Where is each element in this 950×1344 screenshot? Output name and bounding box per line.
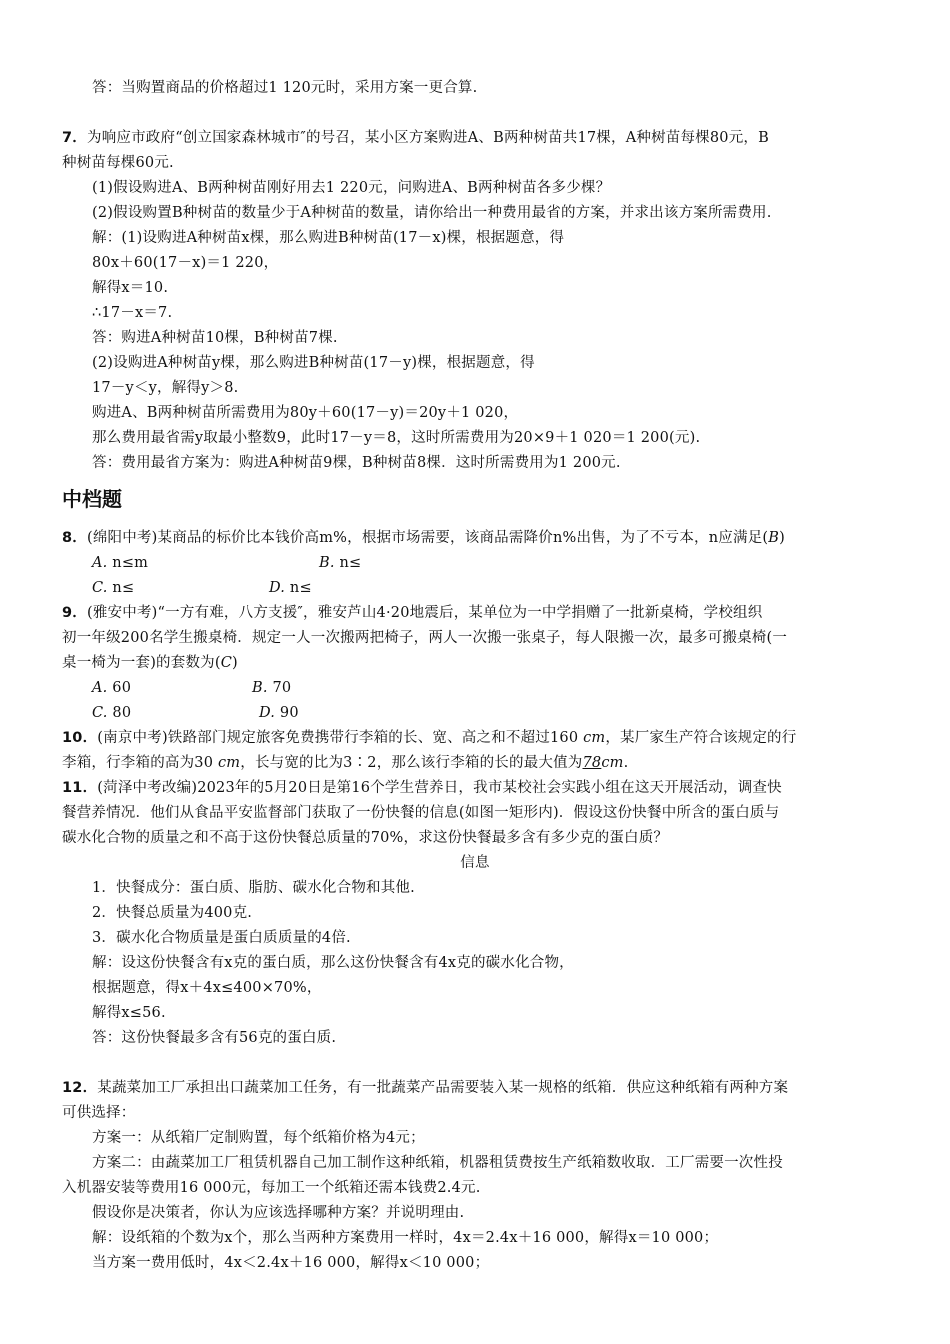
question-number: 10．: [62, 730, 98, 746]
question-11-line-3: 碳水化合物的质量之和不高于这份快餐总质量的70%，求这份快餐最多含有多少克的蛋白质？: [62, 830, 669, 846]
option-letter: A.: [92, 555, 108, 571]
question-7-part-1: (1)假设购进A、B两种树苗刚好用去1 220元，问购进A、B两种树苗各多少棵？: [92, 180, 611, 196]
option-letter: B.: [319, 555, 335, 571]
solution-line: 答：购进A种树苗10棵，B种树苗7棵.: [92, 330, 338, 346]
question-9-line-2: 初一年级200名学生搬桌椅．规定一人一次搬两把椅子，两人一次搬一张桌子，每人限搬一次，最多可搬桌椅(一: [62, 630, 788, 646]
question-number: 7．: [62, 130, 87, 146]
answer-choice: C: [220, 655, 233, 671]
question-text: 李箱，行李箱的高为30: [62, 755, 218, 771]
answer-choice: B: [768, 530, 780, 546]
option-letter: C.: [92, 580, 108, 596]
question-number: 12．: [62, 1080, 98, 1096]
question-text: (雅安中考)“一方有难，八方支援″，雅安芦山4·20地震后，某单位为一中学捐赠了一批新桌椅，学校组织: [87, 605, 763, 621]
option-text: 70: [267, 680, 292, 696]
option-letter: D.: [269, 580, 286, 596]
unit: cm: [217, 755, 241, 771]
question-prompt: 假设你是决策者，你认为应该选择哪种方案？并说明理由.: [92, 1205, 465, 1221]
question-text: ，某厂家生产符合该规定的行: [605, 730, 797, 746]
option-b: [252, 678, 291, 698]
options-row: [92, 678, 291, 698]
fill-in-answer: 78: [582, 755, 602, 771]
question-7-part-2: (2)假设购置B种树苗的数量少于A种树苗的数量，请你给出一种费用最省的方案，并求出该方案所需费用.: [92, 205, 772, 221]
question-text: 为响应市政府“创立国家森林城市″的号召，某小区方案购进A、B两种树苗共17棵，A种树苗每棵80元，B: [87, 130, 769, 146]
paren: ): [779, 530, 785, 546]
option-d: [269, 578, 312, 598]
option-letter: D.: [259, 705, 276, 721]
paren: ): [232, 655, 238, 671]
question-number: 9．: [62, 605, 87, 621]
info-item: 3．碳水化合物质量是蛋白质质量的4倍.: [92, 930, 351, 946]
option-c: [92, 578, 269, 598]
solution-line: 那么费用最省需y取最小整数9，此时17－y＝8，这时所需费用为20×9＋1 020＝1 200(元).: [92, 430, 701, 446]
solution-line: 解：设纸箱的个数为x个，那么当两种方案费用一样时，4x＝2.4x＋16 000，解得x＝10 000；: [92, 1230, 719, 1246]
question-11-line-2: 餐营养情况．他们从食品平安监督部门获取了一份快餐的信息(如图一矩形内)．假设这份快餐中所含的蛋白质与: [62, 805, 780, 821]
solution-line: 解：设这份快餐含有x克的蛋白质，那么这份快餐含有4x克的碳水化合物，: [92, 955, 574, 971]
option-text: 60: [107, 680, 132, 696]
option-text: n≤: [285, 580, 312, 596]
question-text: ，长与宽的比为3∶2，那么该行李箱的长的最大值为: [240, 755, 583, 771]
period: .: [623, 755, 629, 771]
solution-line: 解得x≤56.: [92, 1005, 166, 1021]
solution-line: (2)设购进A种树苗y棵，那么购进B种树苗(17－y)棵，根据题意，得: [92, 355, 535, 371]
question-number: 8．: [62, 530, 87, 546]
solution-line: 当方案一费用低时，4x＜2.4x＋16 000，解得x＜10 000；: [92, 1255, 490, 1271]
option-text: 90: [275, 705, 299, 721]
question-text: 桌一椅为一套)的套数为(: [62, 655, 221, 671]
unit: cm: [601, 755, 624, 771]
question-10-line-1: [62, 728, 796, 748]
option-a: [92, 678, 252, 698]
solution-line: 解得x＝10.: [92, 280, 169, 296]
question-10-line-2: [62, 753, 628, 773]
section-heading: 中档题: [62, 487, 122, 511]
answer-line: 答：当购置商品的价格超过1 120元时，采用方案一更合算.: [92, 80, 478, 96]
options-row: [92, 578, 312, 598]
question-number: 11．: [62, 780, 98, 796]
option-c: [92, 703, 259, 723]
option-text: n≤: [107, 580, 135, 596]
question-8: [62, 528, 785, 548]
plan-two-cont: 入机器安装等费用16 000元，每加工一个纸箱还需本钱费2.4元.: [62, 1180, 481, 1196]
option-letter: A.: [92, 680, 108, 696]
solution-line: 解：(1)设购进A种树苗x棵，那么购进B种树苗(17－x)棵，根据题意，得: [92, 230, 565, 246]
question-9-line-3: [62, 653, 238, 673]
unit: cm: [583, 730, 606, 746]
option-letter: B.: [252, 680, 268, 696]
option-a: [92, 553, 319, 573]
info-item: 1．快餐成分：蛋白质、脂肪、碳水化合物和其他.: [92, 880, 415, 896]
options-row: [92, 553, 361, 573]
plan-two: 方案二：由蔬菜加工厂租赁机器自己加工制作这种纸箱，机器租赁费按生产纸箱数收取．工厂需要一次性投: [92, 1155, 783, 1171]
question-12-line-1: [62, 1078, 788, 1098]
solution-line: 80x＋60(17－x)＝1 220，: [92, 255, 279, 271]
option-text: 80: [107, 705, 132, 721]
question-text: (菏泽中考改编)2023年的5月20日是第16个学生营养日，我市某校社会实践小组在这天开展活动，调查快: [97, 780, 782, 796]
question-7-line-2: 种树苗每棵60元.: [62, 155, 174, 171]
option-letter: C.: [92, 705, 108, 721]
solution-line: 答：这份快餐最多含有56克的蛋白质.: [92, 1030, 337, 1046]
solution-line: 根据题意，得x＋4x≤400×70%，: [92, 980, 322, 996]
option-d: [259, 703, 299, 723]
info-title: 信息: [460, 855, 490, 871]
options-row: [92, 703, 299, 723]
question-12-line-2: 可供选择：: [62, 1105, 136, 1121]
option-b: [319, 553, 361, 573]
plan-one: 方案一：从纸箱厂定制购置，每个纸箱价格为4元；: [92, 1130, 425, 1146]
question-7-line-1: [62, 128, 769, 148]
question-9-line-1: [62, 603, 762, 623]
solution-line: ∴17－x＝7.: [92, 305, 173, 321]
solution-line: 17－y＜y，解得y＞8.: [92, 380, 239, 396]
question-11-line-1: [62, 778, 782, 798]
question-text: (南京中考)铁路部门规定旅客免费携带行李箱的长、宽、高之和不超过160: [97, 730, 584, 746]
question-text: (绵阳中考)某商品的标价比本钱价高m%，根据市场需要，该商品需降价n%出售，为了不亏本，n应满足(: [87, 530, 769, 546]
question-text: 某蔬菜加工厂承担出口蔬菜加工任务，有一批蔬菜产品需要装入某一规格的纸箱．供应这种纸箱有两种方案: [97, 1080, 789, 1096]
solution-line: 购进A、B两种树苗所需费用为80y＋60(17－y)＝20y＋1 020，: [92, 405, 519, 421]
info-item: 2．快餐总质量为400克.: [92, 905, 253, 921]
option-text: n≤: [334, 555, 362, 571]
option-text: n≤m: [107, 555, 149, 571]
solution-line: 答：费用最省方案为：购进A种树苗9棵，B种树苗8棵．这时所需费用为1 200元.: [92, 455, 621, 471]
